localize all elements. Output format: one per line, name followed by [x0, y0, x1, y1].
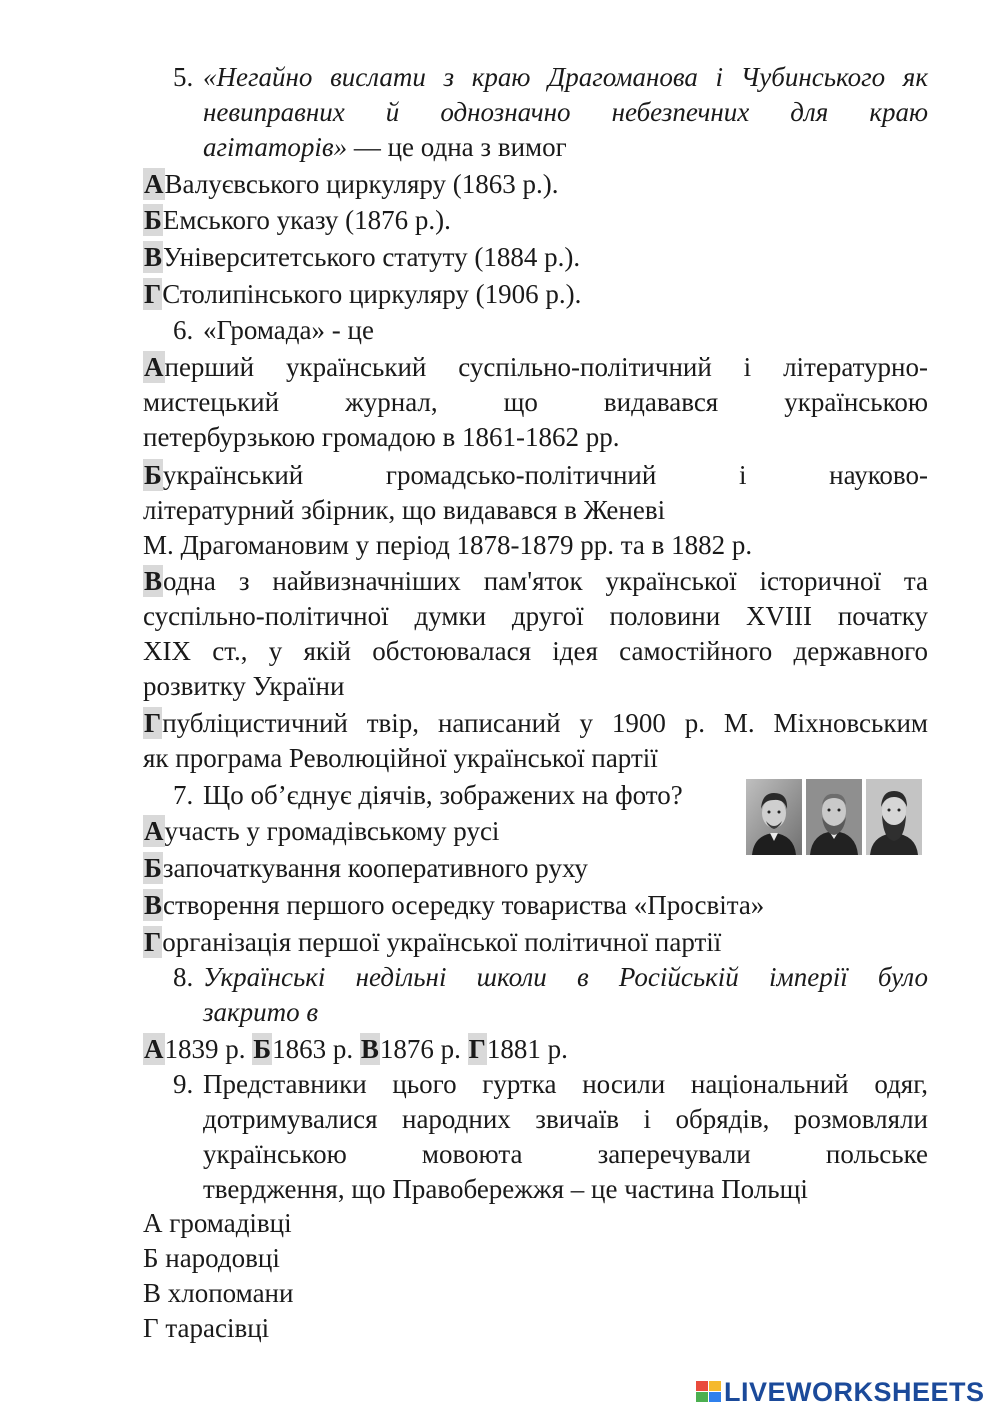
option-text: літературний збірник, що видавався в Женеві [143, 495, 666, 525]
option-letter: А [144, 816, 164, 846]
question-quote: «Негайно вислати з краю Драгоманова і Чубинського як [203, 62, 928, 92]
option-text: участь у громадівському русі [164, 816, 500, 846]
option-text: публіцистичний твір, написаний у 1900 р. М. Міхновським [162, 708, 928, 738]
option-text: 1876 р. [379, 1034, 468, 1064]
option-text: створення першого осередку товариства «Просвіта» [163, 890, 765, 920]
question-number: 7. [173, 780, 194, 810]
question-text: Представники цього гуртка носили національний одяг, [203, 1069, 928, 1099]
option-text: Емського указу (1876 р.). [162, 205, 451, 235]
answer-option[interactable] [143, 851, 928, 886]
option-text: XIX ст., у якій обстоювалася ідея самостійного державного [143, 636, 928, 666]
option-text: 1881 р. [486, 1034, 568, 1064]
question-text: дотримувалися народних звичаїв і обрядів, розмовляли [203, 1104, 928, 1134]
option-text: петербурзькою громадою в 1861-1862 рр. [143, 422, 620, 452]
question-text: закрито в [203, 997, 319, 1027]
option-text: 1863 р. [272, 1034, 360, 1064]
option-text: 1839 р. [164, 1034, 253, 1064]
answer-option[interactable]: В хлопомани [143, 1278, 294, 1308]
question-6 [173, 313, 928, 348]
question-text: — це одна з вимог [347, 132, 567, 162]
answer-option[interactable] [143, 888, 928, 923]
option-text: розвитку України [143, 671, 345, 701]
question-text: Українські недільні школи в Російській імперії було [203, 962, 928, 992]
question-text: твердження, що Правобережжя – це частина Польщі [203, 1174, 808, 1204]
option-letter: Б [144, 853, 162, 883]
option-letter: В [360, 1034, 379, 1064]
option-text: перший український суспільно-політичний і літературно- [164, 352, 928, 382]
portrait-photo [866, 779, 922, 855]
portrait-3-image [866, 779, 922, 855]
option-text: Валуєвського циркуляру (1863 р.). [164, 169, 559, 199]
question-number: 9. [173, 1069, 194, 1099]
option-letter: Б [253, 1034, 272, 1064]
brand-name: LIVEWORKSHEETS [724, 1377, 985, 1407]
option-text: Столипінського циркуляру (1906 р.). [162, 279, 582, 309]
question-number: 8. [173, 962, 194, 992]
question-5 [173, 60, 928, 165]
option-letter: А [144, 1034, 164, 1064]
option-letter: Г [468, 1034, 486, 1064]
answer-option[interactable] [143, 240, 928, 275]
answer-option[interactable] [143, 1034, 252, 1064]
answer-option[interactable] [143, 350, 928, 455]
portrait-photos [746, 779, 922, 855]
option-letter: Б [144, 460, 162, 490]
option-letter: Г [144, 927, 162, 957]
question-7 [173, 778, 753, 813]
option-letter: В [144, 890, 163, 920]
option-letter: А [144, 169, 164, 199]
answer-option[interactable] [143, 203, 928, 238]
question-text: Що об’єднує діячів, зображених на фото? [203, 780, 683, 810]
liveworksheets-logo [696, 1377, 996, 1407]
option-text: М. Драгомановим у період 1878-1879 рр. та в 1882 р. [143, 530, 753, 560]
option-text: як програма Революційної української партії [143, 743, 658, 773]
answer-option[interactable] [143, 925, 928, 960]
option-text: одна з найвизначніших пам'яток української історичної та [163, 566, 928, 596]
question-number: 5. [173, 62, 194, 92]
option-text: мистецький журнал, що видавався українською [143, 387, 928, 417]
option-text: суспільно-політичної думки другої половини XVIII початку [143, 601, 928, 631]
answer-option[interactable] [143, 277, 928, 312]
option-letter: Г [144, 279, 162, 309]
option-letter: В [144, 242, 163, 272]
answer-option[interactable]: Г тарасівці [143, 1313, 270, 1343]
question-text: українською мовоюта заперечували польське [203, 1139, 928, 1169]
answer-option[interactable] [360, 1034, 468, 1064]
option-text: український громадсько-політичний і науково- [162, 460, 928, 490]
answer-option[interactable] [143, 458, 928, 563]
option-letter: В [144, 566, 163, 596]
answer-option[interactable] [143, 564, 928, 704]
option-letter: А [144, 352, 164, 382]
answer-option[interactable] [143, 167, 928, 202]
answer-option[interactable]: Б народовці [143, 1243, 280, 1273]
question-quote: агітаторів» [203, 132, 348, 162]
question-number: 6. [173, 315, 194, 345]
option-text: організація першої української політичної партії [162, 927, 722, 957]
logo-icon [696, 1381, 722, 1403]
question-quote: невиправних й однозначно небезпечних для краю [203, 97, 928, 127]
portrait-photo [806, 779, 862, 855]
option-letter: Г [144, 708, 162, 738]
answer-option[interactable]: А громадівці [143, 1208, 292, 1238]
portrait-photo [746, 779, 802, 855]
question-9 [173, 1067, 928, 1207]
answer-options-inline [143, 1032, 928, 1067]
question-8 [173, 960, 928, 1030]
answer-option[interactable] [143, 706, 928, 776]
option-text: Університетського статуту (1884 р.). [163, 242, 581, 272]
option-text: започаткування кооперативного руху [162, 853, 588, 883]
portrait-1-image [746, 779, 802, 855]
portrait-2-image [806, 779, 862, 855]
answer-option[interactable] [468, 1034, 568, 1064]
answer-option[interactable] [252, 1034, 360, 1064]
question-text: «Громада» - це [203, 315, 374, 345]
option-letter: Б [144, 205, 162, 235]
answer-option[interactable] [143, 814, 733, 849]
